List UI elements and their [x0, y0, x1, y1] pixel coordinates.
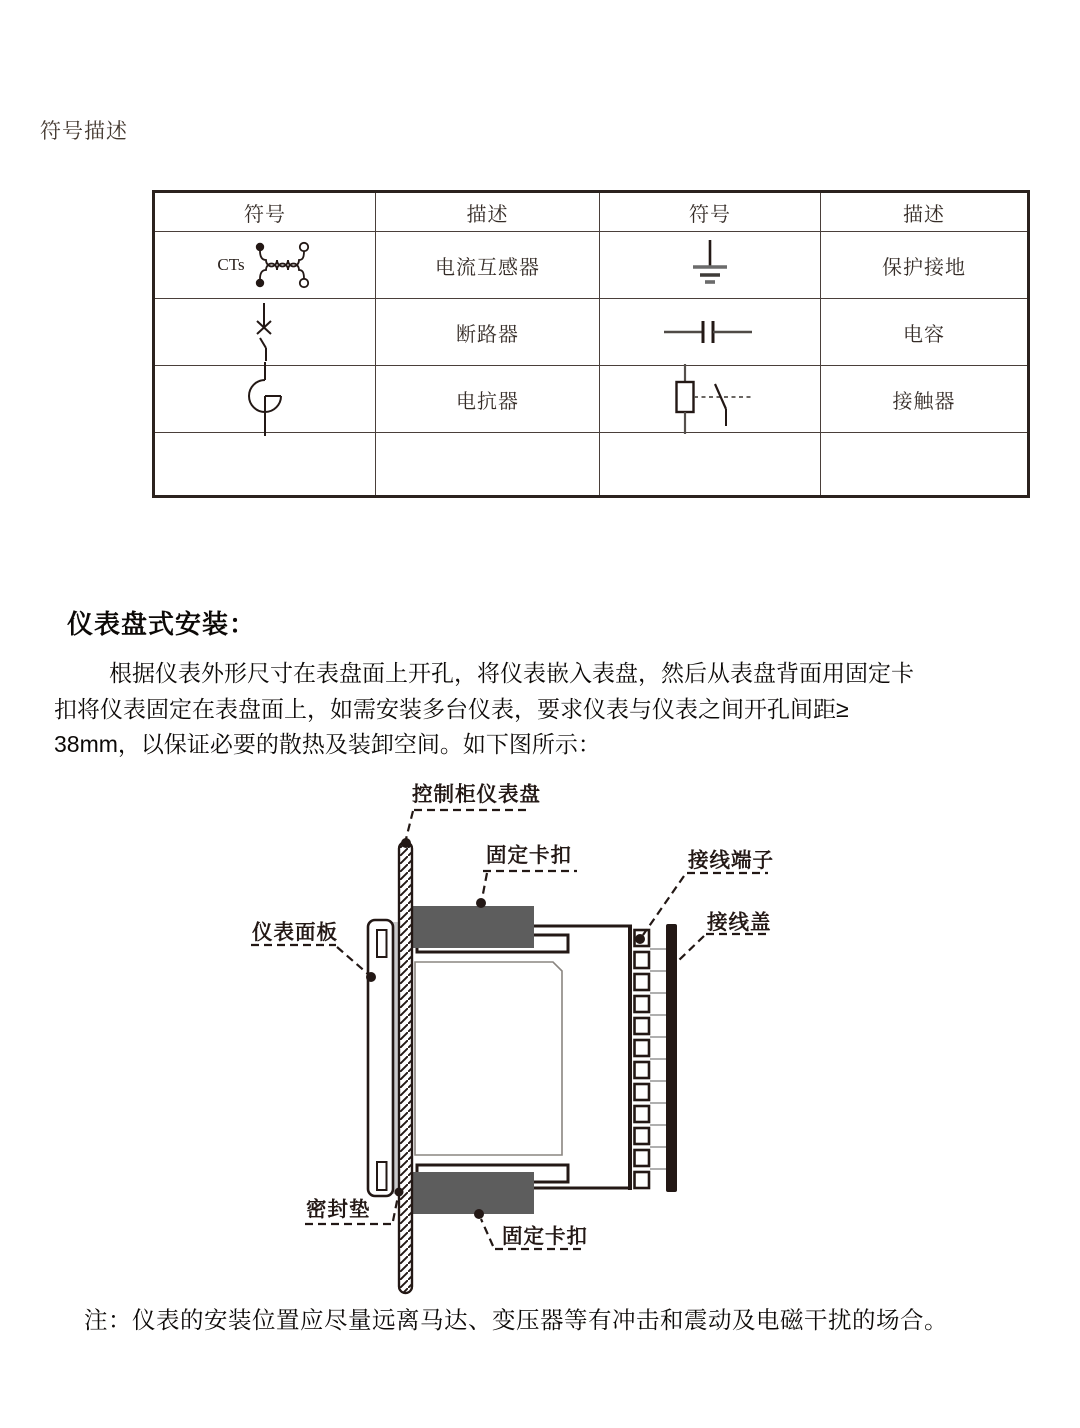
desc-cell: 保护接地	[821, 232, 1027, 299]
paragraph-line: 扣将仪表固定在表盘面上，如需安装多台仪表，要求仪表与仪表之间开孔间距≥	[54, 695, 849, 722]
ct-symbol-label: CTs	[217, 255, 245, 274]
symbol-cell	[600, 299, 821, 366]
table-header-cell: 描述	[821, 193, 1027, 232]
empty-cell	[155, 433, 376, 495]
desc-cell: 接触器	[821, 366, 1027, 433]
installation-note: 注：仪表的安装位置应尽量远离马达、变压器等有冲击和震动及电磁干扰的场合。	[84, 1307, 948, 1333]
symbol-description-title: 符号描述	[40, 119, 128, 143]
desc-cell: 电抗器	[376, 366, 600, 433]
paragraph-line: 根据仪表外形尺寸在表盘面上开孔，将仪表嵌入表盘，然后从表盘背面用固定卡	[109, 660, 914, 686]
meter-body	[411, 926, 632, 1188]
table-header-cell: 符号	[600, 193, 821, 232]
label-control-panel: 控制柜仪表盘	[412, 783, 541, 806]
installation-diagram	[240, 770, 800, 1310]
desc-cell: 断路器	[376, 299, 600, 366]
symbol-table	[152, 190, 1030, 498]
label-wiring-terminal: 接线端子	[688, 849, 774, 872]
circuit-breaker-icon	[243, 301, 287, 363]
symbol-cell	[600, 232, 821, 299]
meter-front-panel	[368, 920, 393, 1196]
label-fixing-clip-bottom: 固定卡扣	[502, 1225, 588, 1248]
desc-cell: 电流互感器	[376, 232, 600, 299]
empty-cell	[376, 433, 600, 495]
symbol-cell	[155, 232, 376, 299]
desc-cell: 电容	[821, 299, 1027, 366]
protective-earth-icon	[686, 238, 734, 292]
terminal-block	[630, 924, 677, 1192]
symbol-cell	[155, 299, 376, 366]
paragraph-line: 38mm，以保证必要的散热及装卸空间。如下图所示：	[54, 731, 601, 757]
label-meter-front-panel: 仪表面板	[252, 921, 338, 944]
control-panel-strip	[399, 842, 412, 1293]
panel-install-heading: 仪表盘式安装：	[67, 609, 257, 639]
ct-symbol-group	[217, 240, 312, 290]
reactor-icon	[242, 360, 288, 438]
empty-cell	[600, 433, 821, 495]
label-seal-gasket: 密封垫	[306, 1198, 371, 1221]
empty-cell	[821, 433, 1027, 495]
symbol-cell	[155, 366, 376, 433]
install-paragraph	[54, 656, 1064, 763]
fixing-clip-bottom	[412, 1172, 534, 1214]
table-header-cell: 符号	[155, 193, 376, 232]
label-fixing-clip-top: 固定卡扣	[486, 844, 572, 867]
symbol-cell	[600, 366, 821, 433]
contactor-icon	[658, 362, 762, 436]
label-terminal-cover: 接线盖	[707, 911, 772, 934]
meter-screen	[415, 962, 562, 1155]
capacitor-icon	[662, 318, 758, 346]
fixing-clip-top	[412, 906, 534, 948]
current-transformer-icon	[251, 240, 313, 290]
table-header-cell: 描述	[376, 193, 600, 232]
terminal-cover-bar	[666, 924, 677, 1192]
